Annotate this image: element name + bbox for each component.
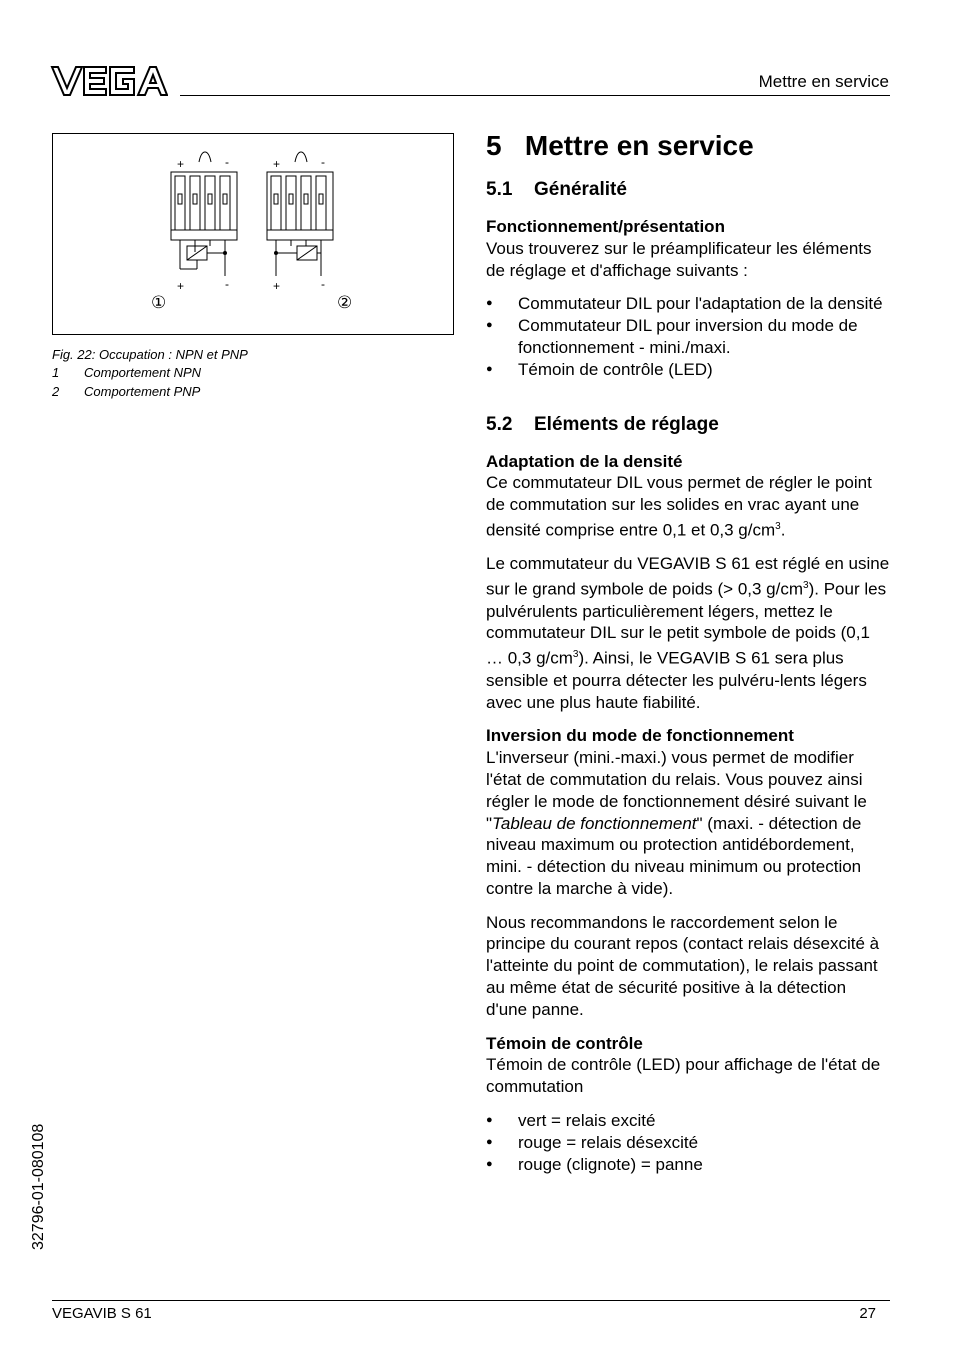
- wiring-diagram: [53, 134, 453, 334]
- list-item: ● Commutateur DIL pour inversion du mode de fonctionnement - mini./maxi.: [486, 315, 890, 359]
- legend-number: 2: [52, 384, 60, 399]
- paragraph: Nous recommandons le raccordement selon le principe du courant repos (contact relais désexcité à l'atteinte du point de commutation), le relais passant au même état de sécurité positive à la détection d'une panne.: [486, 912, 880, 1019]
- page-number: 27: [859, 1305, 876, 1322]
- figure-legend-1: [52, 365, 201, 380]
- table-reference: Tableau de fonctionnement: [492, 813, 697, 833]
- npn-bottom-minus: -: [225, 277, 229, 291]
- legend-text: Comportement PNP: [84, 384, 201, 399]
- figure-caption: Fig. 22: Occupation : NPN et PNP: [52, 347, 248, 362]
- footer-rule: [52, 1300, 890, 1301]
- vega-logo: [50, 64, 168, 98]
- legend-number: 1: [52, 365, 60, 380]
- list-item: ● Commutateur DIL pour l'adaptation de la densité: [486, 293, 890, 315]
- subheading-inversion: Inversion du mode de fonctionnement: [486, 726, 794, 746]
- subheading-fonctionnement: Fonctionnement/présentation: [486, 217, 725, 236]
- list-item: ● Témoin de contrôle (LED): [486, 359, 890, 381]
- paragraph: L'inverseur (mini.-maxi.) vous permet de modifier l'état de commutation du relais. Vous pouvez ainsi régler le mode de fonctionnement désiré suivant le "Tableau de fonctionnement" (maxi. - détection de niveau maximum ou protection antidébordement, mini. - détection du niveau minimum ou protection contre la marche à vide).: [486, 748, 867, 898]
- pnp-top-plus: +: [273, 157, 281, 171]
- list-item: ● rouge (clignote) = panne: [486, 1154, 890, 1176]
- paragraph: Ce commutateur DIL vous permet de régler le point de commutation sur les solides en vrac ayant une densité comprise entre 0,1 et 0,3 $g/cm^3$.: [486, 473, 872, 540]
- subheading-temoin: Témoin de contrôle: [486, 1033, 643, 1053]
- header-rule: [180, 95, 890, 96]
- wiring-figure: [52, 133, 454, 335]
- paragraph: Le commutateur du VEGAVIB S 61 est réglé en usine sur le grand symbole de poids (> 0,3 $g/cm^3$). Pour les pulvérulents particulièrement légers, mettez le commutateur DIL sur le petit symbole de poids (0,1 … 0,3 $g/cm^3$). Ainsi, le VEGAVIB S 61 sera plus sensible et pourra détecter les pulvéru-lents légers avec une plus haute fiabilité.: [486, 554, 890, 712]
- list-item: ● rouge = relais désexcité: [486, 1132, 890, 1154]
- section-5-2-heading: 5.2 Eléments de réglage: [486, 413, 719, 435]
- figure-legend-2: [52, 384, 200, 399]
- marker-1: ①: [151, 293, 167, 313]
- paragraph: Témoin de contrôle (LED) pour affichage de l'état de commutation: [486, 1055, 881, 1097]
- chapter-title: 5 Mettre en service: [486, 130, 754, 161]
- pnp-top-minus: -: [321, 155, 325, 169]
- npn-top-plus: +: [177, 157, 185, 171]
- running-header-title: Mettre en service: [758, 72, 889, 91]
- npn-top-minus: -: [225, 155, 229, 169]
- bullet-list: [486, 293, 890, 380]
- footer-product-name: VEGAVIB S 61: [52, 1305, 152, 1322]
- subheading-densite: Adaptation de la densité: [486, 451, 683, 471]
- pnp-bottom-minus: -: [321, 277, 325, 291]
- list-item: ● vert = relais excité: [486, 1110, 890, 1132]
- marker-2: ②: [337, 293, 353, 313]
- bullet-list: [486, 1110, 890, 1175]
- paragraph: Vous trouverez sur le préamplificateur les éléments de réglage et d'affichage suivants :: [486, 238, 872, 280]
- main-column: [486, 128, 890, 1187]
- section-5-1-heading: 5.1 Généralité: [486, 179, 627, 200]
- document-code: 32796-01-080108: [30, 1123, 47, 1250]
- pnp-bottom-plus: +: [273, 279, 281, 293]
- legend-text: Comportement NPN: [84, 365, 202, 380]
- npn-bottom-plus: +: [177, 279, 185, 293]
